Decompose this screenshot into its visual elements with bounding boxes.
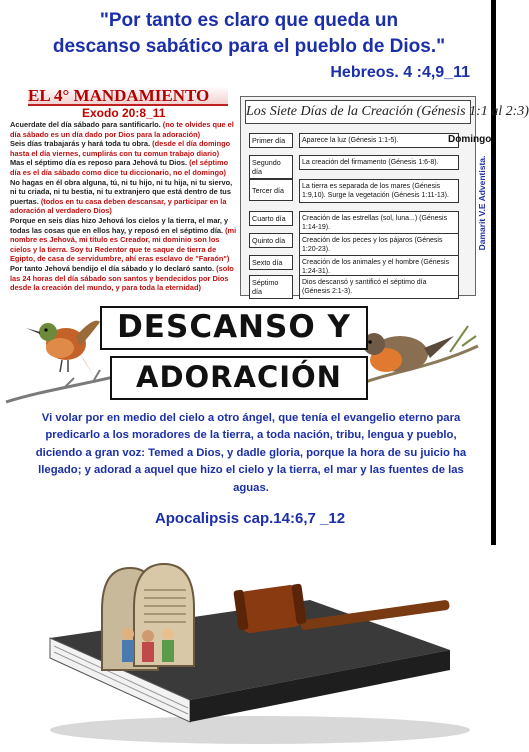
paragraph-text: Por tanto Jehová bendijo el día sábado y lo declaró santo. bbox=[10, 263, 217, 273]
paragraph-note: (mi nombre es Jehová, mi título es Creador, mi dominio son los cielos y la tierra. Soy tu Redentor que te saque de tierra de Egipto, de casa de servidumbre, ahí eras esclavo de "Faraón") bbox=[10, 225, 237, 264]
commandment-title: EL 4° MANDAMIENTO bbox=[28, 86, 228, 106]
quote-line-2: descanso sabático para el pueblo de Dios." bbox=[52, 36, 446, 57]
bible-gavel-illustration bbox=[10, 550, 486, 746]
revelation-text: Vi volar por en medio del cielo a otro ángel, que tenía el evangelio eterno para predicarlo a los moradores de la tierra, a toda nación, tribu, lengua y pueblo, diciendo a gran voz: Temed a Dios, y dadle gloria, porque la hora de su juicio ha llegado; y adorad a aquel que hizo el cielo y la tierra, el mar y las fuentes de las aguas. bbox=[35, 412, 467, 494]
quote-line-1: "Por tanto es claro que queda un bbox=[99, 10, 399, 31]
day-description: La tierra es separada de los mares (Génesis 1:9,10). Surge la vegetación (Génesis 1:11-13). bbox=[299, 179, 459, 203]
paragraph-note: (todos en tu casa deben descansar, y participar en la adoración al verdadero Dios) bbox=[10, 196, 227, 216]
hebrews-quote bbox=[14, 8, 484, 60]
day-description: Creación de los peces y los pájaros (Génesis 1:20-23). bbox=[299, 233, 459, 257]
commandment-reference: Exodo 20:8_11 bbox=[82, 106, 166, 120]
commandment-paragraph bbox=[10, 158, 240, 177]
domingo-label: Domingo bbox=[448, 134, 492, 145]
day-description: Creación de los animales y el hombre (Génesis 1:24-31). bbox=[299, 255, 459, 279]
paragraph-text: Acuerdate del día sábado para santificarlo. bbox=[10, 120, 163, 129]
day-name: Segundo día bbox=[249, 155, 293, 179]
day-name: Cuarto día bbox=[249, 211, 293, 226]
day-name: Tercer día bbox=[249, 179, 293, 201]
paragraph-note: (solo las 24 horas del día sábado son santos y bendecidos por Dios desde la creación del mundo, y para toda la eternidad) bbox=[10, 263, 234, 293]
shadow-shape bbox=[50, 716, 470, 744]
day-name: Quinto día bbox=[249, 233, 293, 248]
paragraph-note: (desde el día domingo hasta el día viernes, cumplirás con tu comun trabajo diario) bbox=[10, 139, 231, 158]
revelation-reference: Apocalipsis cap.14:6,7 _12 bbox=[154, 510, 346, 527]
commandment-paragraph bbox=[10, 120, 240, 139]
paragraph-note: (el séptimo día es el día sábado como dice tu diccionario, no el domingo) bbox=[10, 158, 229, 177]
day-name: Primer día bbox=[249, 133, 293, 148]
commandment-paragraph bbox=[10, 178, 240, 216]
day-name: Séptimo día bbox=[249, 275, 293, 299]
day-description: La creación del firmamento (Génesis 1:6-8). bbox=[299, 155, 459, 170]
day-description bbox=[299, 133, 492, 148]
author-credit bbox=[472, 110, 486, 300]
banner-line-2: ADORACIÓN bbox=[136, 360, 342, 394]
day-description: Creación de las estrellas (sol, luna...) (Génesis 1:14-19). bbox=[299, 211, 459, 235]
commandment-paragraph bbox=[10, 216, 240, 264]
paragraph-text: Mas el séptimo día es reposo para Jehová tu Dios. bbox=[10, 158, 190, 168]
hummingbird-icon bbox=[22, 302, 102, 392]
banner-line-2-box bbox=[110, 356, 368, 400]
banner-line-1: DESCANSO Y bbox=[117, 309, 351, 345]
robin-icon bbox=[350, 306, 480, 396]
paragraph-text: Porque en seis días hizo Jehová los cielos y la tierra, el mar, y todas las cosas que en ellos hay, y reposó en el séptimo día. bbox=[10, 215, 229, 235]
day-name: Sexto día bbox=[249, 255, 293, 270]
banner-line-1-box bbox=[100, 306, 368, 350]
hebrews-reference: Hebreos. 4 :4,9_11 bbox=[330, 64, 470, 81]
children-icon bbox=[122, 628, 174, 662]
commandment-text bbox=[10, 120, 240, 293]
day-desc-text: Aparece la luz (Génesis 1:1-5). bbox=[302, 137, 399, 144]
day-description: Dios descansó y santificó el séptimo día (Génesis 2:1-3). bbox=[299, 275, 459, 299]
credit-text: Damarit V.E Adventista. bbox=[477, 155, 487, 251]
paragraph-note: (no te olvides que el día sábado es un día dado por Dios para la adoración) bbox=[10, 120, 234, 139]
paragraph-text: Seis días trabajarás y hará toda tu obra. bbox=[10, 139, 153, 149]
commandment-paragraph bbox=[10, 264, 240, 293]
paragraph-text: No hagas en él obra alguna, tú, ni tu hijo, ni tu hija, ni tu siervo, ni tu criada, ni tu bestia, ni tu extranjero que está dentro de tus puertas. bbox=[10, 177, 233, 206]
creation-title: Los Siete Días de la Creación (Génesis 1:1 al 2:3) bbox=[245, 100, 471, 124]
commandment-paragraph bbox=[10, 139, 240, 158]
